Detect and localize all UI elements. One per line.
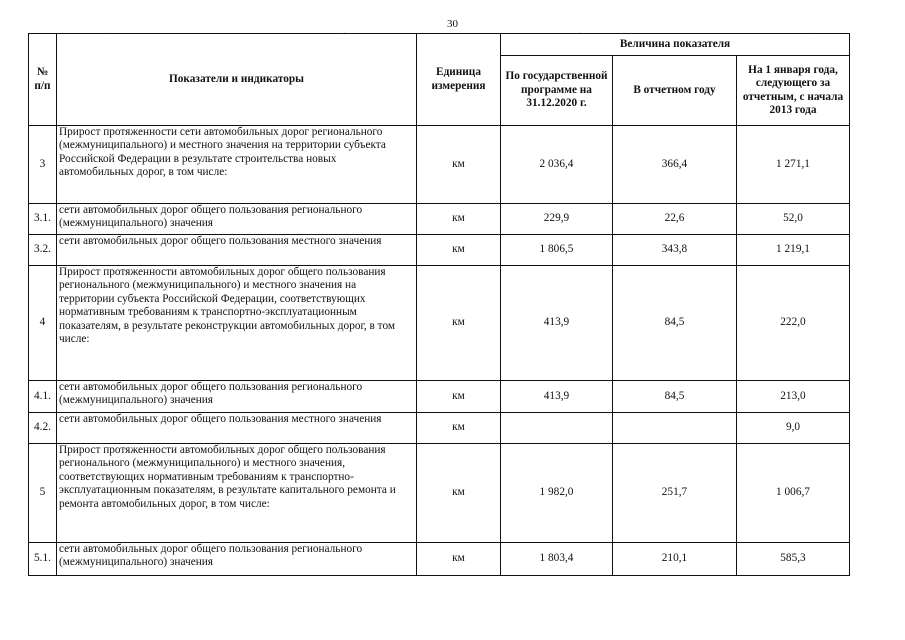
row-num: 3.1.: [29, 204, 57, 235]
header-unit: Единица измерения: [417, 34, 501, 126]
row-reporting-value: 84,5: [613, 266, 737, 381]
header-indicators: Показатели и индикаторы: [57, 34, 417, 126]
row-unit: км: [417, 381, 501, 413]
table-row: [29, 381, 850, 413]
table-row: [29, 204, 850, 235]
row-since2013-value: 222,0: [737, 266, 850, 381]
scan-dot: .: [578, 26, 581, 37]
row-indicator: сети автомобильных дорог общего пользования регионального (межмуниципального) значения: [57, 381, 417, 413]
row-since2013-value: 1 219,1: [737, 235, 850, 266]
scan-dot: .: [812, 26, 815, 37]
table-row: [29, 413, 850, 444]
row-since2013-value: 52,0: [737, 204, 850, 235]
row-reporting-value: 366,4: [613, 126, 737, 204]
page-number: 30: [447, 18, 458, 30]
row-unit: км: [417, 444, 501, 543]
table-row: [29, 235, 850, 266]
row-program-value: 413,9: [501, 266, 613, 381]
row-program-value: 229,9: [501, 204, 613, 235]
row-indicator: сети автомобильных дорог общего пользования регионального (межмуниципального) значения: [57, 543, 417, 576]
row-reporting-value: 343,8: [613, 235, 737, 266]
row-reporting-value: 251,7: [613, 444, 737, 543]
row-num: 5.1.: [29, 543, 57, 576]
row-program-value: 2 036,4: [501, 126, 613, 204]
row-num: 5: [29, 444, 57, 543]
row-since2013-value: 9,0: [737, 413, 850, 444]
header-value-group: Величина показателя: [501, 34, 850, 56]
table-row: [29, 266, 850, 381]
scan-dot: .: [343, 26, 346, 37]
row-program-value: 413,9: [501, 381, 613, 413]
row-unit: км: [417, 543, 501, 576]
row-reporting-value: [613, 413, 737, 444]
row-reporting-value: 84,5: [613, 381, 737, 413]
header-col-program: По государственной программе на 31.12.2020 г.: [501, 56, 613, 126]
row-since2013-value: 1 006,7: [737, 444, 850, 543]
header-col-reporting: В отчетном году: [613, 56, 737, 126]
row-num: 4.2.: [29, 413, 57, 444]
row-program-value: [501, 413, 613, 444]
row-num: 4: [29, 266, 57, 381]
row-unit: км: [417, 266, 501, 381]
header-num: № п/п: [29, 34, 57, 126]
table-row: [29, 543, 850, 576]
row-indicator: сети автомобильных дорог общего пользования местного значения: [57, 413, 417, 444]
row-indicator: сети автомобильных дорог общего пользования местного значения: [57, 235, 417, 266]
row-since2013-value: 585,3: [737, 543, 850, 576]
row-num: 3: [29, 126, 57, 204]
row-num: 3.2.: [29, 235, 57, 266]
table-row: [29, 444, 850, 543]
row-indicator: сети автомобильных дорог общего пользования регионального (межмуниципального) значения: [57, 204, 417, 235]
row-num: 4.1.: [29, 381, 57, 413]
row-program-value: 1 806,5: [501, 235, 613, 266]
scan-dot: .: [108, 26, 111, 37]
row-reporting-value: 22,6: [613, 204, 737, 235]
row-indicator: Прирост протяженности автомобильных дорог общего пользования регионального (межмуниципального) и местного значения на территории субъекта Российской Федерации, соответствующих нормативным требованиям к транспортно-эксплуатационным показателям, в результате реконструкции автомобильных дорог, в том числе:: [57, 266, 417, 381]
row-reporting-value: 210,1: [613, 543, 737, 576]
row-unit: км: [417, 235, 501, 266]
row-since2013-value: 1 271,1: [737, 126, 850, 204]
header-col-since2013: На 1 января года, следующего за отчетным, с начала 2013 года: [737, 56, 850, 126]
indicators-table: [28, 33, 850, 576]
row-unit: км: [417, 126, 501, 204]
row-indicator: Прирост протяженности сети автомобильных дорог регионального (межмуниципального) и местного значения на территории субъекта Российской Федерации в результате строительства новых автомобильных дорог, в том числе:: [57, 126, 417, 204]
row-indicator: Прирост протяженности автомобильных дорог общего пользования регионального (межмуниципального) и местного значения, соответствующих нормативным требованиям к транспортно-эксплуатационным показателям, в результате капитального ремонта и ремонта автомобильных дорог, в том числе:: [57, 444, 417, 543]
row-since2013-value: 213,0: [737, 381, 850, 413]
row-unit: км: [417, 413, 501, 444]
table-row: [29, 126, 850, 204]
row-program-value: 1 803,4: [501, 543, 613, 576]
row-program-value: 1 982,0: [501, 444, 613, 543]
row-unit: км: [417, 204, 501, 235]
